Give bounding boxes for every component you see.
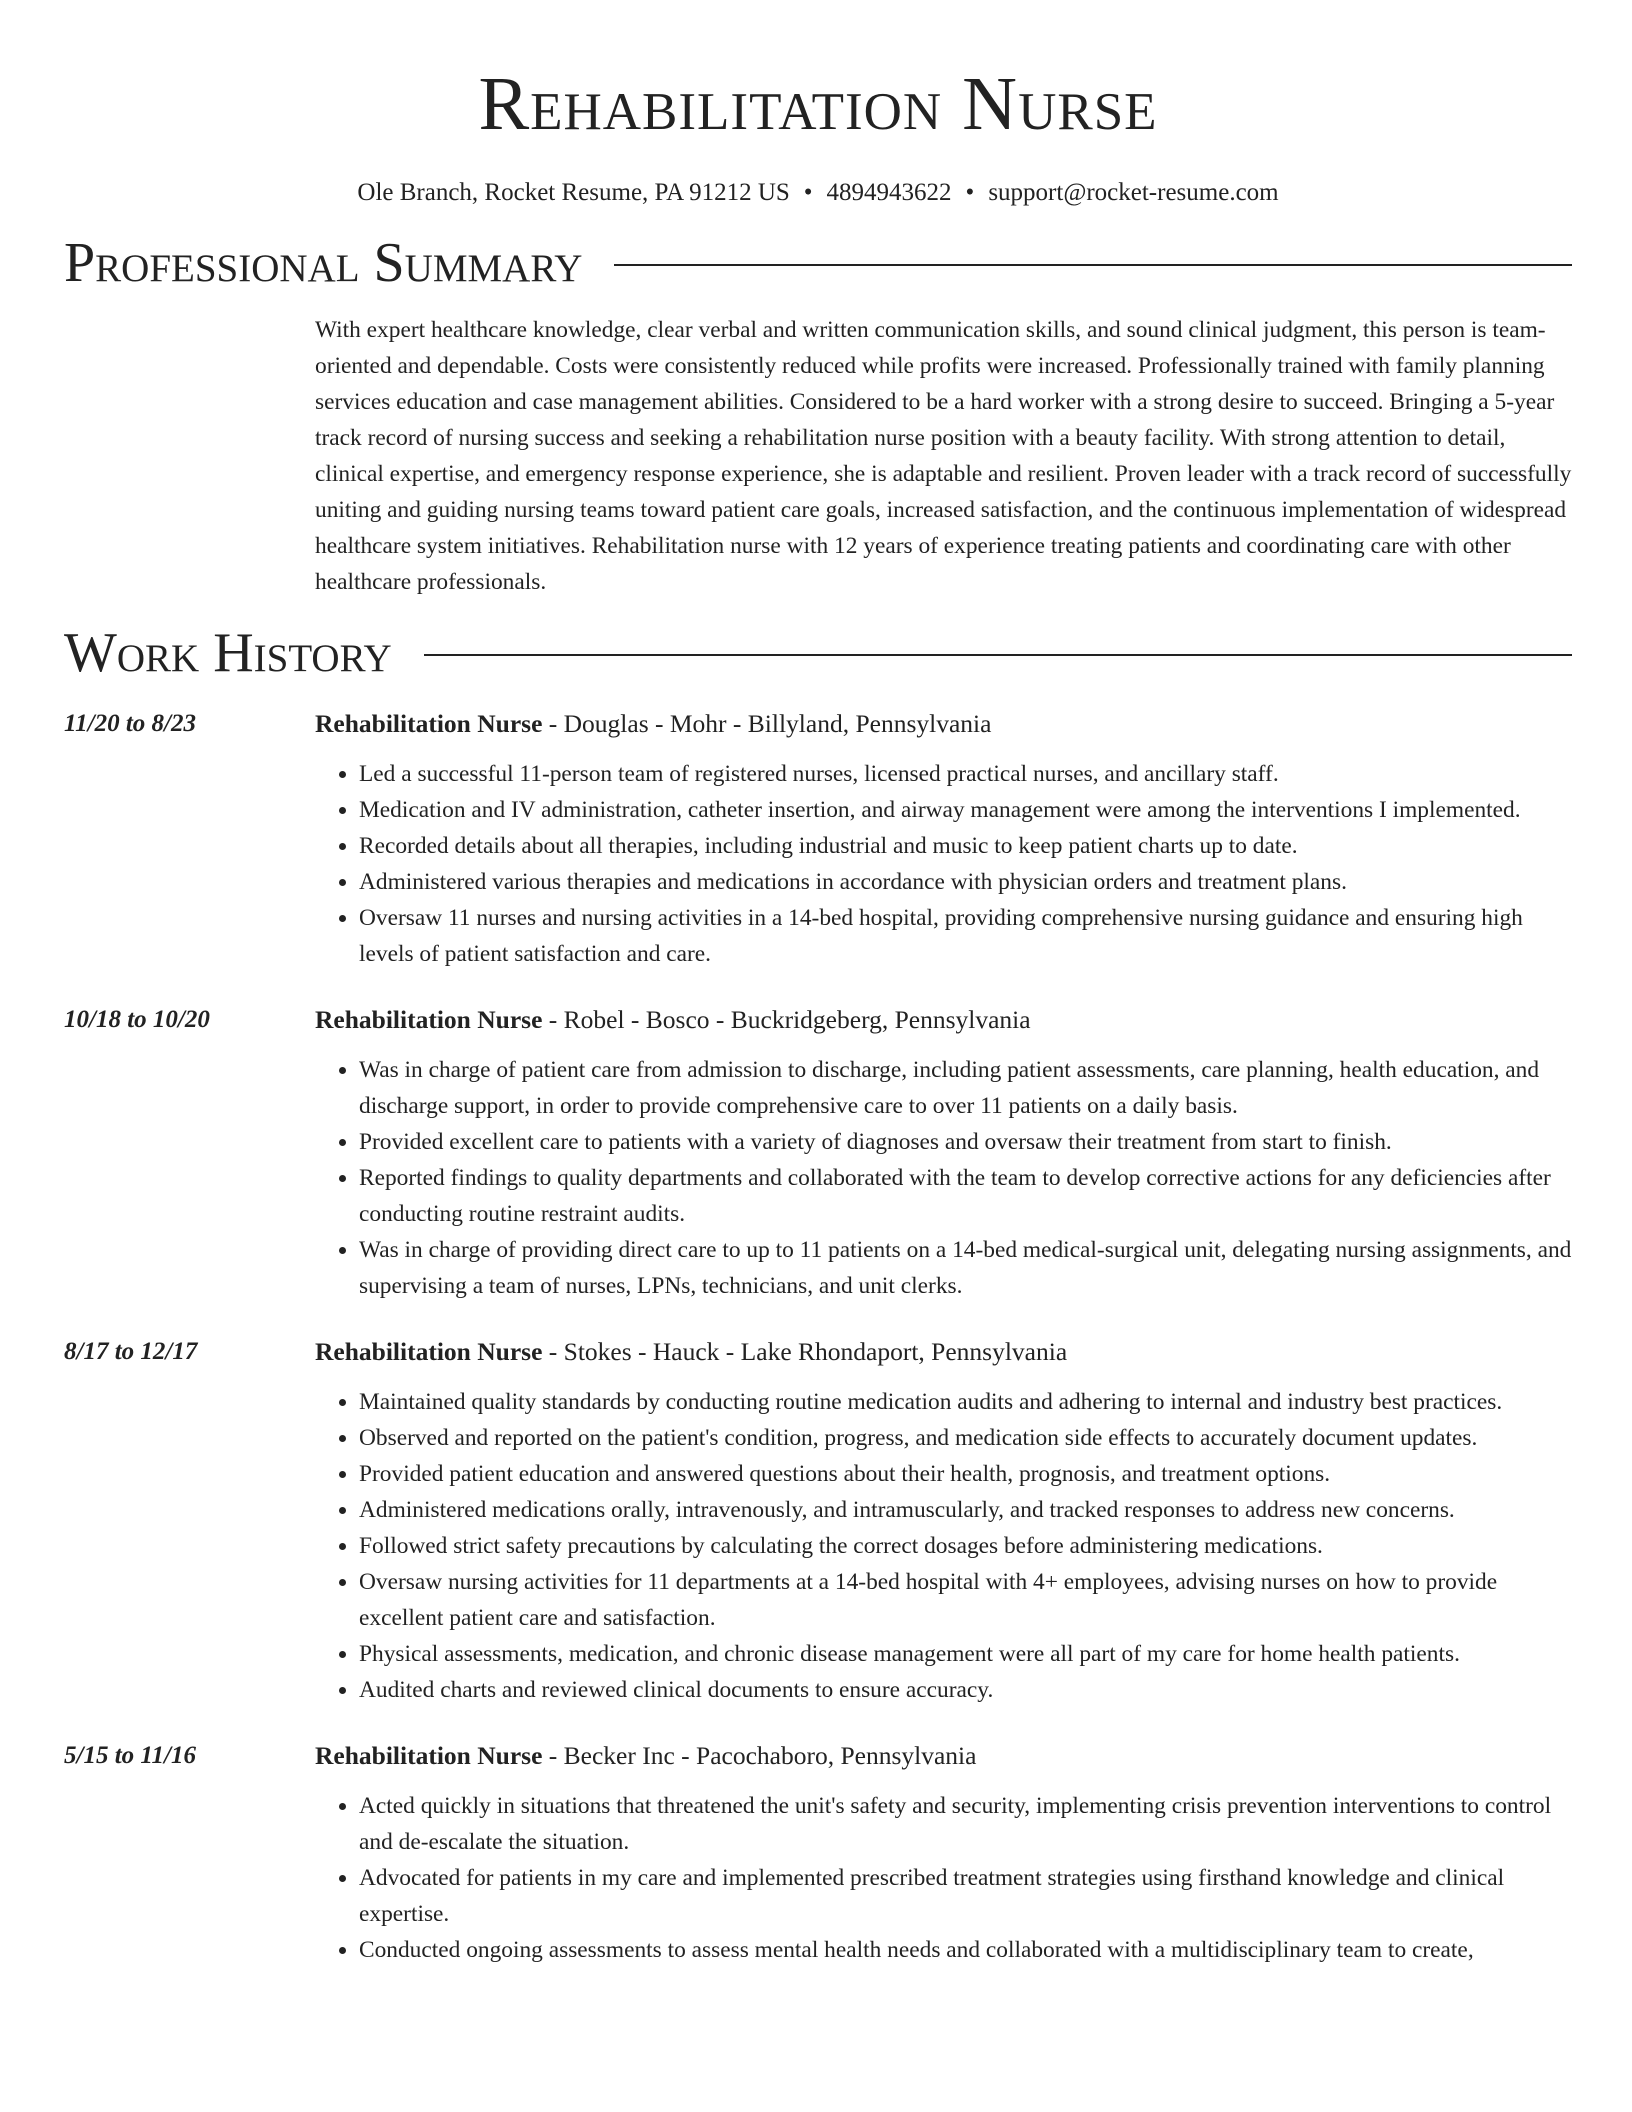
contact-separator: • (803, 179, 813, 206)
job-bullet: • Observed and reported on the patient's condition, progress, and medication side effects to accurately document updates. (359, 1420, 1572, 1456)
job-employer: - Douglas - Mohr - Billyland, Pennsylvania (542, 709, 992, 738)
job-role: Rehabilitation Nurse (315, 1005, 543, 1034)
job-bullet: • Followed strict safety precautions by calculating the correct dosages before administering medications. (359, 1528, 1572, 1564)
job-bullet: • Was in charge of patient care from admission to discharge, including patient assessments, care planning, health education, and discharge support, in order to provide comprehensive care to over 11 patients on a daily basis. (359, 1052, 1572, 1124)
job-dates: 5/15 to 11/16 (64, 1742, 196, 1769)
job-bullet: • Oversaw nursing activities for 11 departments at a 14-bed hospital with 4+ employees, advising nurses on how to provide excellent patient care and satisfaction. (359, 1564, 1572, 1636)
summary-heading: Professional Summary (64, 232, 583, 294)
job-body (315, 1000, 1572, 1304)
job-role: Rehabilitation Nurse (315, 709, 543, 738)
resume-page (64, 0, 1572, 1968)
job-bullet: • Reported findings to quality departments and collaborated with the team to develop corrective actions for any deficiencies after conducting routine restraint audits. (359, 1160, 1572, 1232)
job-bullet: • Provided patient education and answered questions about their health, prognosis, and treatment options. (359, 1456, 1572, 1492)
contact-email[interactable]: support@rocket-resume.com (988, 179, 1279, 206)
job-bullet: • Provided excellent care to patients with a variety of diagnoses and oversaw their treatment from start to finish. (359, 1124, 1572, 1160)
job-employer: - Stokes - Hauck - Lake Rhondaport, Pennsylvania (542, 1337, 1068, 1366)
job-heading (315, 1000, 1572, 1038)
job-entry (64, 1332, 1572, 1708)
work-section-header (64, 620, 1572, 686)
contact-phone: 4894943622 (826, 179, 952, 206)
job-body (315, 704, 1572, 972)
job-bullet: • Conducted ongoing assessments to assess mental health needs and collaborated with a multidisciplinary team to create, (359, 1932, 1572, 1968)
summary-text: With expert healthcare knowledge, clear verbal and written communication skills, and sound clinical judgment, this person is team-oriented and dependable. Costs were consistently reduced while profits were increased. Professionally trained with family planning services education and case management abilities. Considered to be a hard worker with a strong desire to succeed. Bringing a 5-year track record of nursing success and seeking a rehabilitation nurse position with a beauty facility. With strong attention to detail, clinical expertise, and emergency response experience, she is adaptable and resilient. Proven leader with a track record of successfully uniting and guiding nursing teams toward patient care goals, increased satisfaction, and the continuous implementation of widespread healthcare system initiatives. Rehabilitation nurse with 12 years of experience treating patients and coordinating care with other healthcare professionals. (315, 317, 1572, 595)
job-dates: 11/20 to 8/23 (64, 710, 196, 737)
job-bullet: • Administered various therapies and medications in accordance with physician orders and treatment plans. (359, 864, 1572, 900)
job-bullets (315, 756, 1572, 972)
job-role: Rehabilitation Nurse (315, 1337, 543, 1366)
job-body (315, 1736, 1572, 1968)
work-heading: Work History (64, 622, 392, 684)
work-history-list (64, 704, 1572, 1968)
contact-address: Ole Branch, Rocket Resume, PA 91212 US (357, 179, 790, 206)
job-employer: - Robel - Bosco - Buckridgeberg, Pennsylvania (542, 1005, 1031, 1034)
job-bullet: • Recorded details about all therapies, including industrial and music to keep patient charts up to date. (359, 828, 1572, 864)
job-body (315, 1332, 1572, 1708)
job-heading (315, 1736, 1572, 1774)
resume-title: Rehabilitation Nurse (478, 62, 1158, 146)
job-bullets (315, 1052, 1572, 1304)
job-heading (315, 704, 1572, 742)
job-bullet: • Led a successful 11-person team of registered nurses, licensed practical nurses, and ancillary staff. (359, 756, 1572, 792)
job-dates: 8/17 to 12/17 (64, 1338, 198, 1365)
job-bullets (315, 1788, 1572, 1968)
job-role: Rehabilitation Nurse (315, 1741, 543, 1770)
job-entry (64, 704, 1572, 972)
job-employer: - Becker Inc - Pacochaboro, Pennsylvania (542, 1741, 977, 1770)
job-bullet: • Was in charge of providing direct care to up to 11 patients on a 14-bed medical-surgical unit, delegating nursing assignments, and supervising a team of nurses, LPNs, technicians, and unit clerks. (359, 1232, 1572, 1304)
job-bullet: • Maintained quality standards by conducting routine medication audits and adhering to internal and industry best practices. (359, 1384, 1572, 1420)
contact-line (64, 178, 1572, 208)
job-bullet: • Administered medications orally, intravenously, and intramuscularly, and tracked responses to address new concerns. (359, 1492, 1572, 1528)
summary-section-header (64, 230, 1572, 296)
job-bullet: • Advocated for patients in my care and implemented prescribed treatment strategies using firsthand knowledge and clinical expertise. (359, 1860, 1572, 1932)
contact-separator: • (965, 179, 975, 206)
section-divider (614, 264, 1572, 266)
job-heading (315, 1332, 1572, 1370)
job-entry (64, 1000, 1572, 1304)
job-bullet: • Physical assessments, medication, and chronic disease management were all part of my care for home health patients. (359, 1636, 1572, 1672)
job-bullet: • Audited charts and reviewed clinical documents to ensure accuracy. (359, 1672, 1572, 1708)
job-bullets (315, 1384, 1572, 1708)
job-entry (64, 1736, 1572, 1968)
job-bullet: • Medication and IV administration, catheter insertion, and airway management were among the interventions I implemented. (359, 792, 1572, 828)
job-bullet: • Oversaw 11 nurses and nursing activities in a 14-bed hospital, providing comprehensive nursing guidance and ensuring high levels of patient satisfaction and care. (359, 900, 1572, 972)
job-dates: 10/18 to 10/20 (64, 1006, 210, 1033)
section-divider (424, 654, 1572, 656)
job-bullet: • Acted quickly in situations that threatened the unit's safety and security, implementing crisis prevention interventions to control and de-escalate the situation. (359, 1788, 1572, 1860)
